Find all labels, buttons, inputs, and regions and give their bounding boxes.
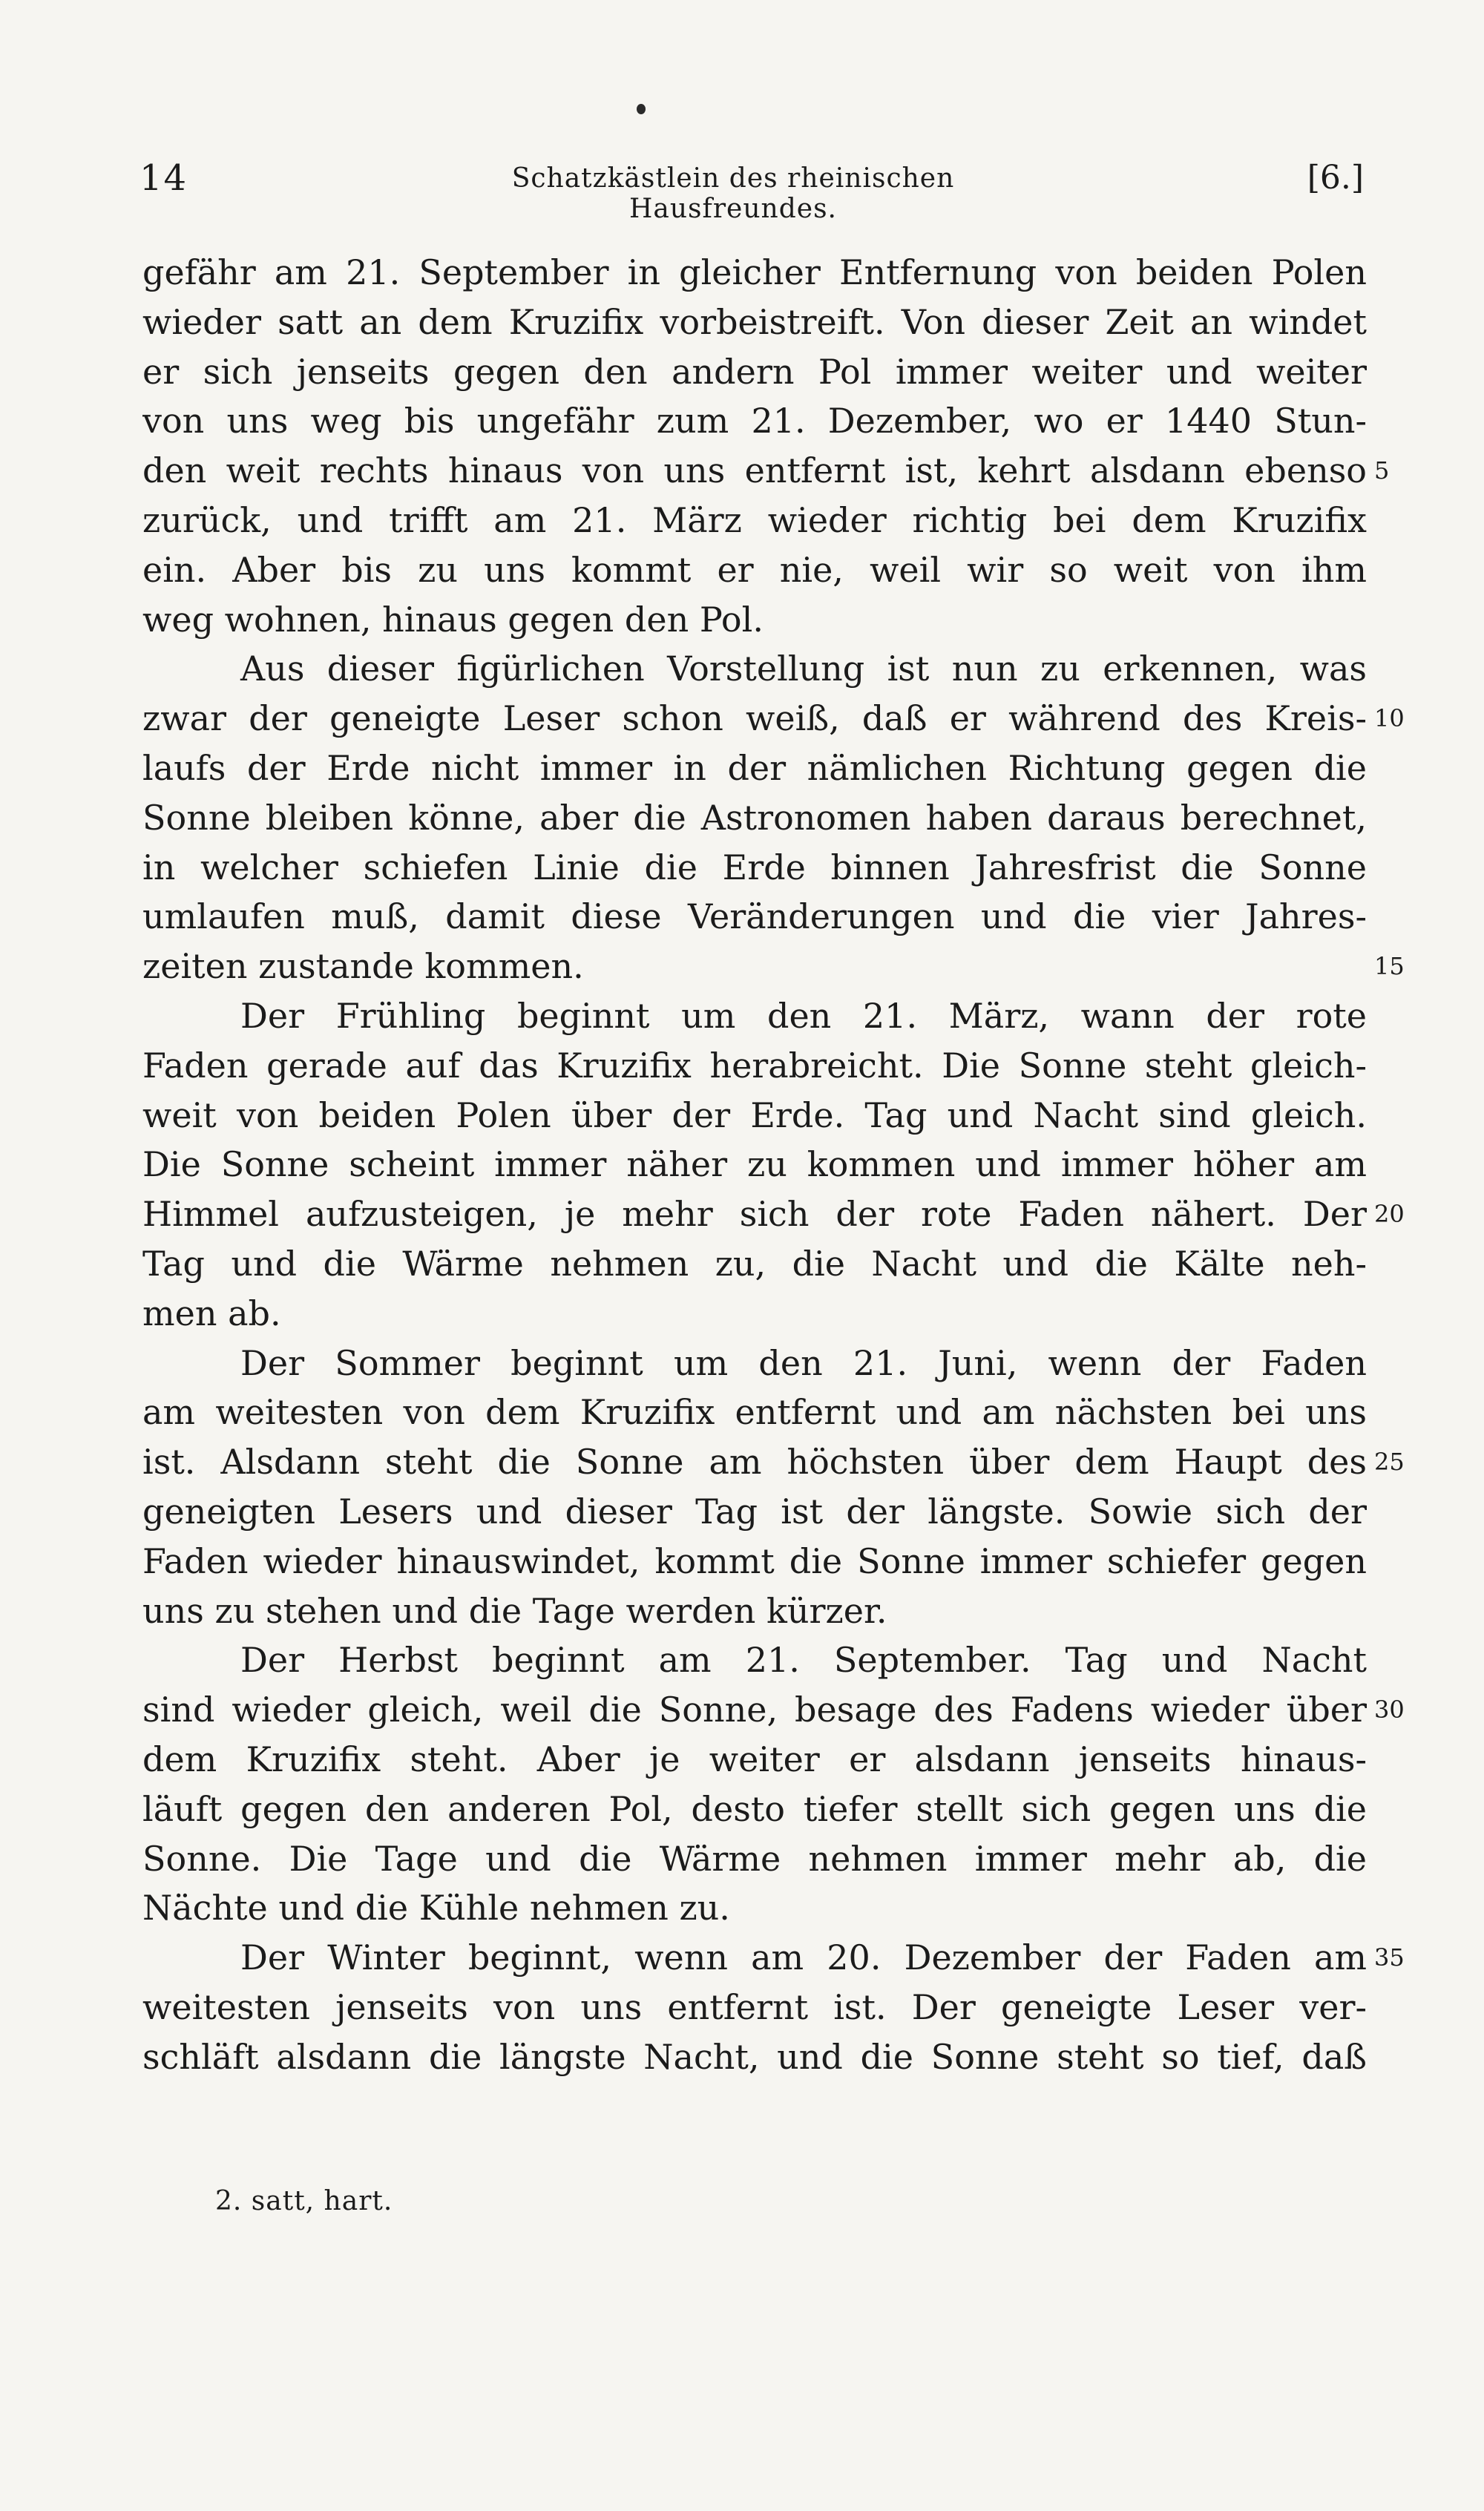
text-line: zwar der geneigte Leser schon weiß, daß er während des Kreis- — [142, 698, 1367, 739]
text-line: Tag und die Wärme nehmen zu, die Nacht und die Kälte neh- — [142, 1243, 1367, 1284]
line-number-marker: 30 — [1374, 1696, 1405, 1724]
text-line: Der Frühling beginnt um den 21. März, wann der rote — [240, 995, 1367, 1036]
text-line: Der Winter beginnt, wenn am 20. Dezember der Faden am — [240, 1937, 1367, 1978]
line-number-marker: 25 — [1374, 1448, 1405, 1476]
page-header — [139, 157, 1364, 224]
text-line: Der Sommer beginnt um den 21. Juni, wenn der Faden — [240, 1342, 1367, 1383]
text-line: läuft gegen den anderen Pol, desto tiefer stellt sich gegen uns die — [142, 1788, 1367, 1829]
text-line: sind wieder gleich, weil die Sonne, besage des Fadens wieder über — [142, 1690, 1367, 1730]
line-number-marker: 10 — [1374, 704, 1405, 732]
text-line: wieder satt an dem Kruzifix vorbeistreift. Von dieser Zeit an windet — [142, 301, 1367, 342]
text-line: ist. Alsdann steht die Sonne am höchsten über dem Haupt des — [142, 1442, 1367, 1483]
text-line: er sich jenseits gegen den andern Pol immer weiter und weiter — [142, 351, 1367, 392]
footnote: 2. satt, hart. — [215, 2186, 393, 2216]
text-line: den weit rechts hinaus von uns entfernt ist, kehrt alsdann ebenso — [142, 450, 1367, 491]
text-line: weitesten jenseits von uns entfernt ist. Der geneigte Leser ver- — [142, 1986, 1367, 2027]
body-text — [142, 248, 1367, 2081]
line-number-marker: 35 — [1374, 1943, 1405, 1972]
text-line: geneigten Lesers und dieser Tag ist der längste. Sowie sich der — [142, 1491, 1367, 1532]
line-number-marker: 15 — [1374, 952, 1405, 980]
text-line: dem Kruzifix steht. Aber je weiter er alsdann jenseits hinaus- — [142, 1739, 1367, 1779]
text-line: gefähr am 21. September in gleicher Entfernung von beiden Polen — [142, 252, 1367, 292]
text-line: laufs der Erde nicht immer in der nämlichen Richtung gegen die — [142, 747, 1367, 788]
line-number-marker: 20 — [1374, 1200, 1405, 1228]
text-line: Nächte und die Kühle nehmen zu. — [142, 1888, 730, 1929]
text-line: uns zu stehen und die Tage werden kürzer. — [142, 1590, 887, 1631]
text-line: weg wohnen, hinaus gegen den Pol. — [142, 599, 764, 640]
text-line: Faden wieder hinauswindet, kommt die Sonne immer schiefer gegen — [142, 1540, 1367, 1581]
ink-speck — [637, 104, 646, 114]
text-line: in welcher schiefen Linie die Erde binnen Jahresfrist die Sonne — [142, 847, 1367, 887]
text-line: Sonne. Die Tage und die Wärme nehmen immer mehr ab, die — [142, 1838, 1367, 1879]
running-title: Schatzkästlein des rheinischen Hausfreundes. — [511, 163, 955, 224]
text-line: men ab. — [142, 1293, 281, 1333]
text-line: Die Sonne scheint immer näher zu kommen und immer höher am — [142, 1144, 1367, 1185]
text-line: Faden gerade auf das Kruzifix herabreicht. Die Sonne steht gleich- — [142, 1045, 1367, 1086]
text-line: Aus dieser figürlichen Vorstellung ist nun zu erkennen, was — [240, 649, 1367, 689]
text-line: von uns weg bis ungefähr zum 21. Dezember, wo er 1440 Stun- — [142, 401, 1367, 442]
page-number: 14 — [139, 157, 188, 199]
text-line: am weitesten von dem Kruzifix entfernt und am nächsten bei uns — [142, 1392, 1367, 1433]
text-line: weit von beiden Polen über der Erde. Tag und Nacht sind gleich. — [142, 1094, 1367, 1135]
text-line: schläft alsdann die längste Nacht, und die Sonne steht so tief, daß — [142, 2036, 1367, 2077]
line-number-marker: 5 — [1374, 456, 1390, 485]
text-line: Sonne bleiben könne, aber die Astronomen haben daraus berechnet, — [142, 797, 1367, 838]
text-line: ein. Aber bis zu uns kommt er nie, weil wir so weit von ihm — [142, 549, 1367, 590]
text-line: zurück, und trifft am 21. März wieder richtig bei dem Kruzifix — [142, 499, 1367, 540]
text-line: Himmel aufzusteigen, je mehr sich der rote Faden nähert. Der — [142, 1194, 1367, 1235]
text-line: umlaufen muß, damit diese Veränderungen und die vier Jahres- — [142, 896, 1367, 937]
text-line: Der Herbst beginnt am 21. September. Tag und Nacht — [240, 1640, 1367, 1681]
text-line: zeiten zustande kommen. — [142, 946, 584, 987]
section-reference: [6.] — [1307, 159, 1364, 197]
